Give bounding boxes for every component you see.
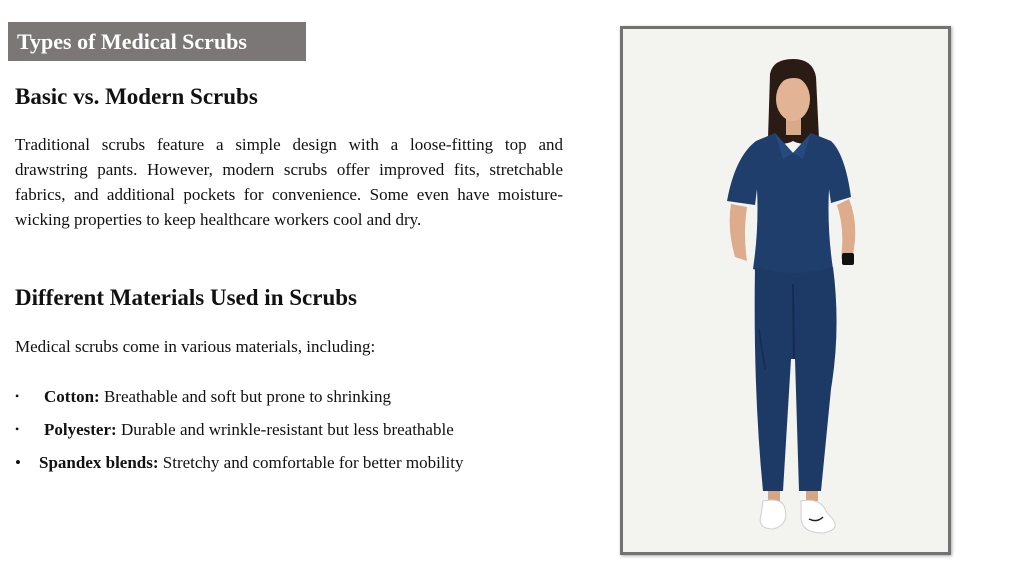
bullet-icon: •	[15, 422, 20, 436]
scrubs-photo-illustration	[623, 29, 948, 552]
list-item-term: Spandex blends:	[39, 453, 159, 472]
bullet-icon: •	[15, 453, 21, 472]
section-heading-basic-vs-modern: Basic vs. Modern Scrubs	[15, 84, 258, 109]
list-item-desc: Stretchy and comfortable for better mobility	[162, 453, 464, 472]
list-item-text	[44, 384, 391, 409]
list-item-text	[39, 450, 464, 475]
scrubs-photo	[620, 26, 951, 555]
materials-intro: Medical scrubs come in various materials, including:	[15, 337, 376, 356]
list-item-desc: Durable and wrinkle-resistant but less breathable	[120, 420, 454, 439]
list-item-desc: Breathable and soft but prone to shrinking	[103, 387, 392, 406]
slide-title: Types of Medical Scrubs	[8, 22, 306, 61]
section-heading-materials: Different Materials Used in Scrubs	[15, 285, 357, 310]
list-item-text	[44, 417, 454, 442]
list-item-term: Polyester:	[44, 420, 117, 439]
section-paragraph: Traditional scrubs feature a simple design with a loose-fitting top and drawstring pants. However, modern scrubs offer improved fits, stretchable fabrics, and additional pockets for convenience. Some even have moisture-wicking properties to keep healthcare workers cool and dry.	[15, 135, 563, 229]
list-item-term: Cotton:	[44, 387, 100, 406]
bullet-icon: •	[15, 389, 20, 403]
